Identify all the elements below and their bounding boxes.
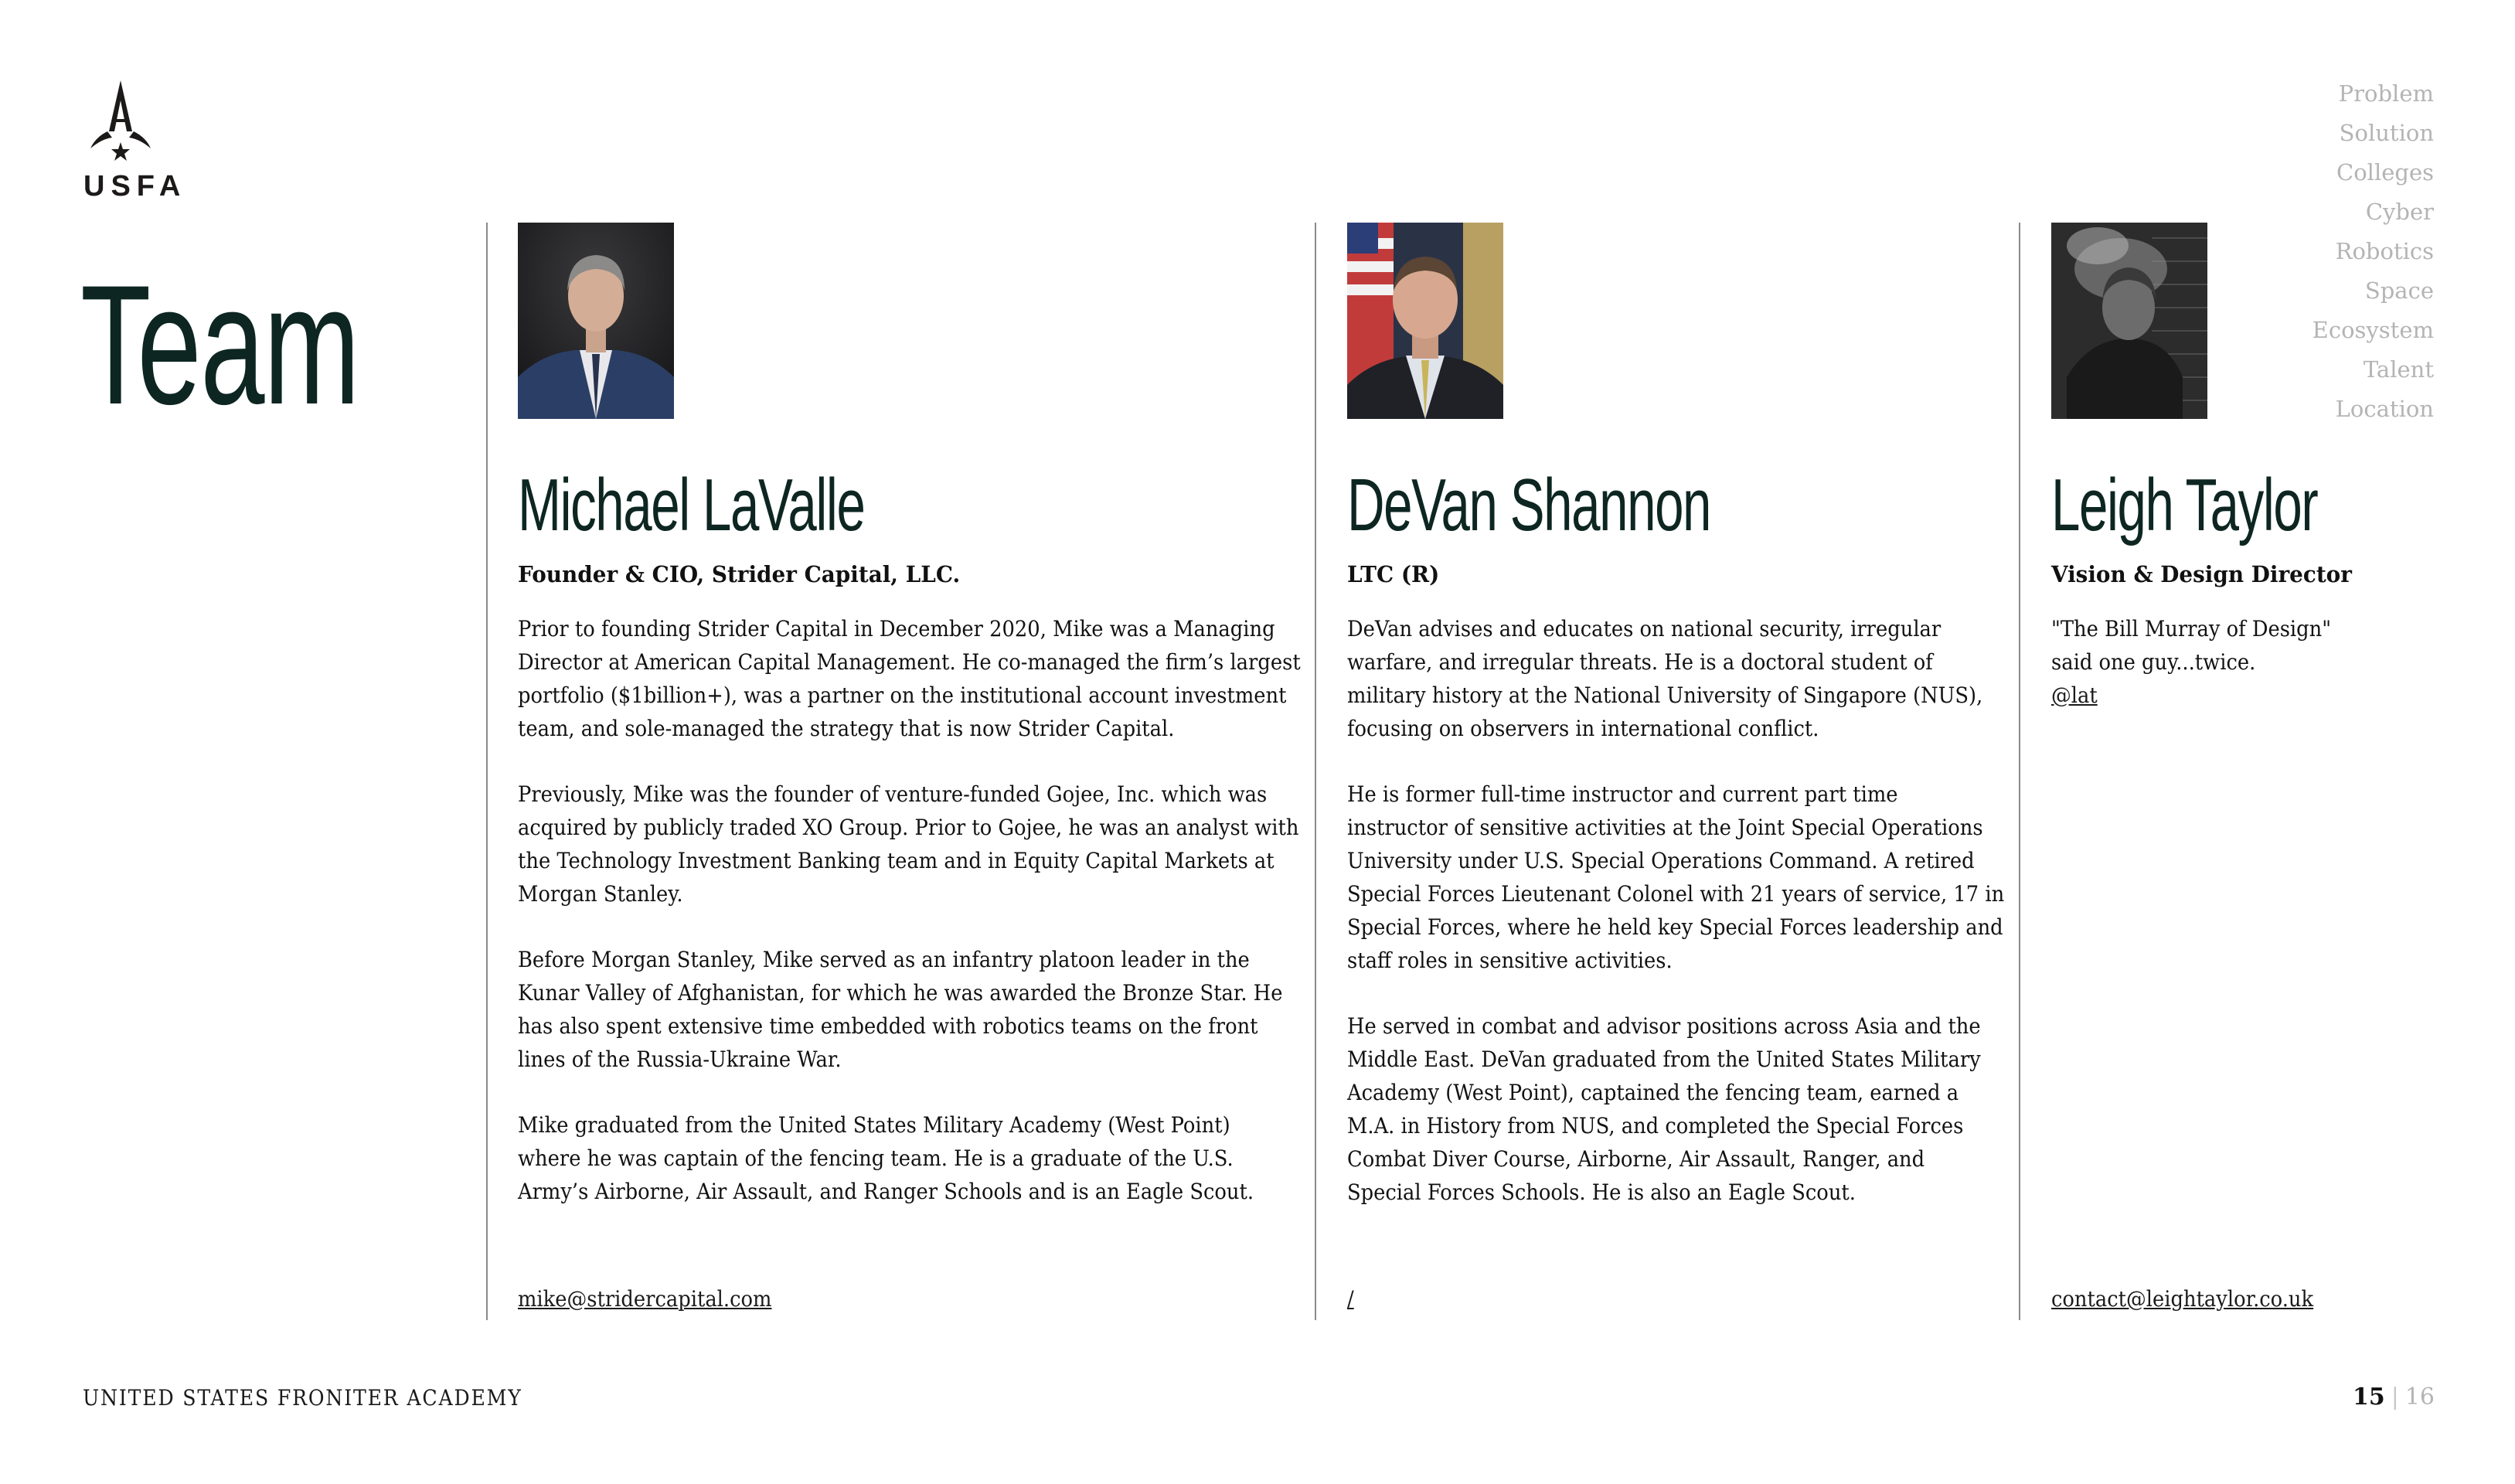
team-member-michael-lavalle xyxy=(518,223,1301,1241)
member-contact-link[interactable]: / xyxy=(1347,1286,1354,1312)
nav-item-ecosystem[interactable]: Ecosystem xyxy=(2312,317,2434,343)
bio-paragraph: He served in combat and advisor positions across Asia and the Middle East. DeVan graduated from the United States Military Academy (West Point), captained the fencing team, earned a M.A. in History from NUS, and completed the Special Forces Combat Diver Course, Airborne, Air Assault, Ranger, and Special Forces Schools. He is also an Eagle Scout. xyxy=(1347,1013,1981,1205)
member-handle-link[interactable]: @lat xyxy=(2051,682,2098,708)
member-photo xyxy=(1347,223,1503,419)
member-bio xyxy=(2051,612,2376,712)
member-bio xyxy=(518,612,1301,1208)
bio-paragraph: Before Morgan Stanley, Mike served as an infantry platoon leader in the Kunar Valley of Afghanistan, for which he was awarded the Bronze Star. He has also spent extensive time embedded with robotics teams on the front lines of the Russia-Ukraine War. xyxy=(518,947,1283,1072)
bio-paragraph: DeVan advises and educates on national security, irregular warfare, and irregular threats. He is a doctoral student of military history at the National University of Singapore (NUS), focusing on observers in international conflict. xyxy=(1347,616,1983,741)
member-bio xyxy=(1347,612,2005,1209)
current-page: 15 xyxy=(2352,1384,2385,1411)
team-member-leigh-taylor xyxy=(2051,223,2376,744)
member-email-link[interactable]: contact@leightaylor.co.uk xyxy=(2051,1286,2314,1312)
bio-paragraph: Prior to founding Strider Capital in December 2020, Mike was a Managing Director at American Capital Management. He co-managed the firm’s largest portfolio ($1billion+), was a partner on the institutional account investment team, and sole-managed the strategy that is now Strider Capital. xyxy=(518,616,1301,741)
column-divider xyxy=(2019,223,2020,1320)
bio-paragraph: He is former full-time instructor and current part time instructor of sensitive activities at the Joint Special Operations University under U.S. Special Operations Command. A retired Special Forces Lieutenant Colonel with 21 years of service, 17 in Special Forces, where he held key Special Forces leadership and staff roles in sensitive activities. xyxy=(1347,781,2005,973)
nav-item-solution[interactable]: Solution xyxy=(2339,120,2434,146)
member-name: DeVan Shannon xyxy=(1347,464,1711,546)
bio-paragraph: Previously, Mike was the founder of venture-funded Gojee, Inc. which was acquired by publicly traded XO Group. Prior to Gojee, he was an analyst with the Technology Investment Banking team and in Equity Capital Markets at Morgan Stanley. xyxy=(518,781,1299,907)
footer-org-name: UNITED STATES FRONITER ACADEMY xyxy=(83,1385,522,1411)
nav-item-cyber[interactable]: Cyber xyxy=(2365,199,2434,225)
page-indicator xyxy=(2353,1384,2435,1411)
column-divider xyxy=(486,223,488,1320)
nav-item-location[interactable]: Location xyxy=(2335,396,2434,422)
member-role: Founder & CIO, Strider Capital, LLC. xyxy=(518,561,961,587)
rocket-star-icon xyxy=(86,77,155,167)
nav-item-space[interactable]: Space xyxy=(2364,277,2434,304)
logo-text: USFA xyxy=(83,170,187,203)
bio-paragraph: Mike graduated from the United States Military Academy (West Point) where he was captain of the fencing team. He is a graduate of the U.S. Army’s Airborne, Air Assault, and Ranger Schools and is an Eagle Scout. xyxy=(518,1112,1254,1204)
total-pages[interactable]: 16 xyxy=(2404,1384,2435,1411)
nav-item-talent[interactable]: Talent xyxy=(2363,356,2434,383)
page-title: Team xyxy=(80,250,359,440)
nav-item-colleges[interactable]: Colleges xyxy=(2336,159,2434,186)
member-email-link[interactable]: mike@stridercapital.com xyxy=(518,1286,772,1312)
member-role: Vision & Design Director xyxy=(2051,561,2352,587)
nav-item-robotics[interactable]: Robotics xyxy=(2335,238,2434,264)
member-photo xyxy=(2051,223,2207,419)
column-divider xyxy=(1315,223,1316,1320)
member-role: LTC (R) xyxy=(1347,561,1440,587)
team-member-devan-shannon xyxy=(1347,223,2005,1241)
member-name: Michael LaValle xyxy=(518,464,865,546)
bio-paragraph: "The Bill Murray of Design" said one guy...twice. @lat xyxy=(2051,616,2332,708)
member-name: Leigh Taylor xyxy=(2051,464,2318,546)
usfa-logo[interactable] xyxy=(83,77,187,203)
member-photo xyxy=(518,223,674,419)
nav-item-problem[interactable]: Problem xyxy=(2338,80,2434,107)
page-separator: | xyxy=(2391,1384,2399,1411)
